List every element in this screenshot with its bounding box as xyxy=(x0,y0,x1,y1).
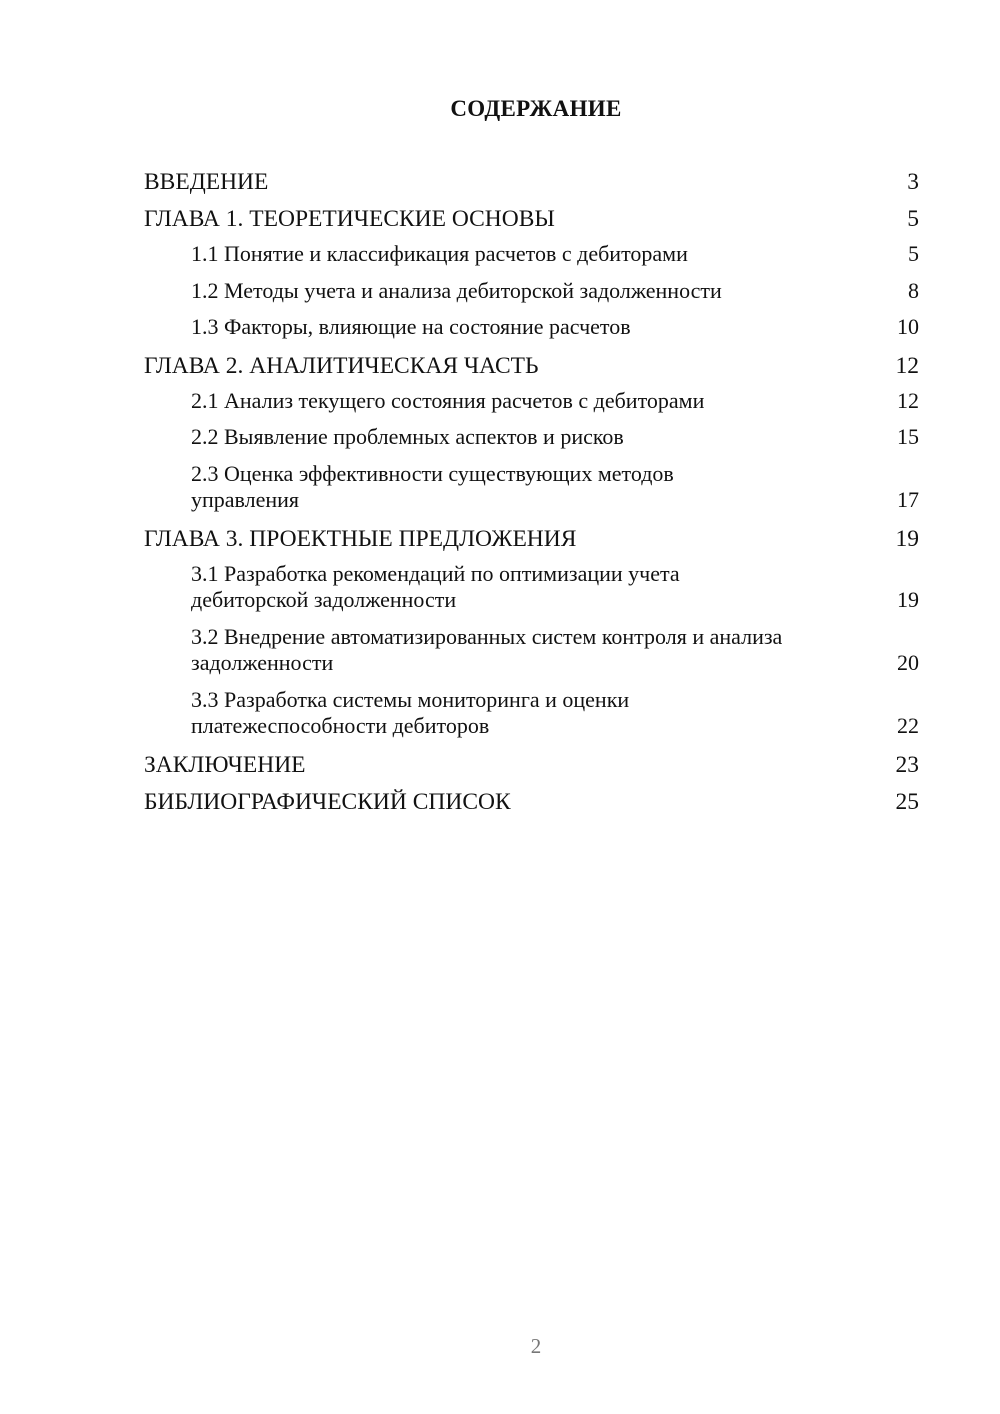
toc-entry-title: 3.3 Разработка системы мониторинга и оценки платежеспособности дебиторов xyxy=(191,686,630,738)
toc-entry-page: 22 xyxy=(897,713,919,738)
table-of-contents xyxy=(144,167,919,824)
toc-entry-section-1-1[interactable] xyxy=(144,241,919,268)
toc-entry-page: 15 xyxy=(897,424,919,449)
toc-entry-conclusion[interactable] xyxy=(144,750,919,780)
toc-entry-section-3-1[interactable] xyxy=(144,561,919,614)
toc-entry-title: 1.3 Факторы, влияющие на состояние расчетов xyxy=(191,314,631,339)
toc-entry-page: 25 xyxy=(895,788,919,815)
toc-entry-chapter-2[interactable] xyxy=(144,351,919,381)
toc-entry-title: 2.1 Анализ текущего состояния расчетов с дебиторами xyxy=(191,387,705,413)
toc-entry-page: 17 xyxy=(897,487,919,512)
toc-entry-page: 5 xyxy=(908,241,919,266)
toc-entry-page: 12 xyxy=(895,352,919,379)
toc-entry-page: 10 xyxy=(897,314,919,339)
toc-entry-page: 12 xyxy=(897,387,919,413)
page-title: СОДЕРЖАНИЕ xyxy=(450,96,622,121)
toc-entry-title: ГЛАВА 1. ТЕОРЕТИЧЕСКИЕ ОСНОВЫ xyxy=(144,206,555,232)
page-number: 2 xyxy=(530,1334,542,1358)
toc-entry-title: БИБЛИОГРАФИЧЕСКИЙ СПИСОК xyxy=(144,788,511,815)
toc-entry-section-1-2[interactable] xyxy=(144,278,919,305)
toc-entry-title: 2.3 Оценка эффективности существующих методов управления xyxy=(191,460,674,512)
toc-entry-page: 19 xyxy=(897,587,919,612)
toc-entry-page: 5 xyxy=(907,206,919,232)
toc-entry-chapter-3[interactable] xyxy=(144,524,919,554)
toc-entry-title: ВВЕДЕНИЕ xyxy=(144,169,269,195)
toc-entry-title: 1.2 Методы учета и анализа дебиторской задолженности xyxy=(191,277,722,303)
toc-entry-page: 20 xyxy=(897,650,919,675)
toc-entry-section-3-3[interactable] xyxy=(144,687,919,740)
toc-entry-title: 2.2 Выявление проблемных аспектов и рисков xyxy=(191,424,624,449)
toc-entry-title: ГЛАВА 2. АНАЛИТИЧЕСКАЯ ЧАСТЬ xyxy=(144,352,539,379)
toc-entry-title: ЗАКЛЮЧЕНИЕ xyxy=(144,751,306,778)
toc-entry-section-2-2[interactable] xyxy=(144,424,919,451)
toc-entry-page: 19 xyxy=(895,525,919,552)
toc-entry-title: ГЛАВА 3. ПРОЕКТНЫЕ ПРЕДЛОЖЕНИЯ xyxy=(144,525,577,552)
toc-entry-page: 8 xyxy=(908,277,919,303)
toc-entry-section-1-3[interactable] xyxy=(144,314,919,341)
toc-entry-title: 3.1 Разработка рекомендаций по оптимизации учета дебиторской задолженности xyxy=(191,560,680,612)
toc-entry-page: 3 xyxy=(907,169,919,195)
toc-entry-section-2-1[interactable] xyxy=(144,388,919,415)
toc-entry-title: 1.1 Понятие и классификация расчетов с дебиторами xyxy=(191,241,688,266)
toc-entry-section-2-3[interactable] xyxy=(144,461,919,514)
toc-entry-title: 3.2 Внедрение автоматизированных систем контроля и анализа задолженности xyxy=(191,623,783,675)
toc-entry-introduction[interactable] xyxy=(144,167,919,197)
toc-entry-chapter-1[interactable] xyxy=(144,204,919,234)
toc-entry-section-3-2[interactable] xyxy=(144,624,919,677)
toc-entry-bibliography[interactable] xyxy=(144,787,919,817)
toc-entry-page: 23 xyxy=(895,751,919,778)
